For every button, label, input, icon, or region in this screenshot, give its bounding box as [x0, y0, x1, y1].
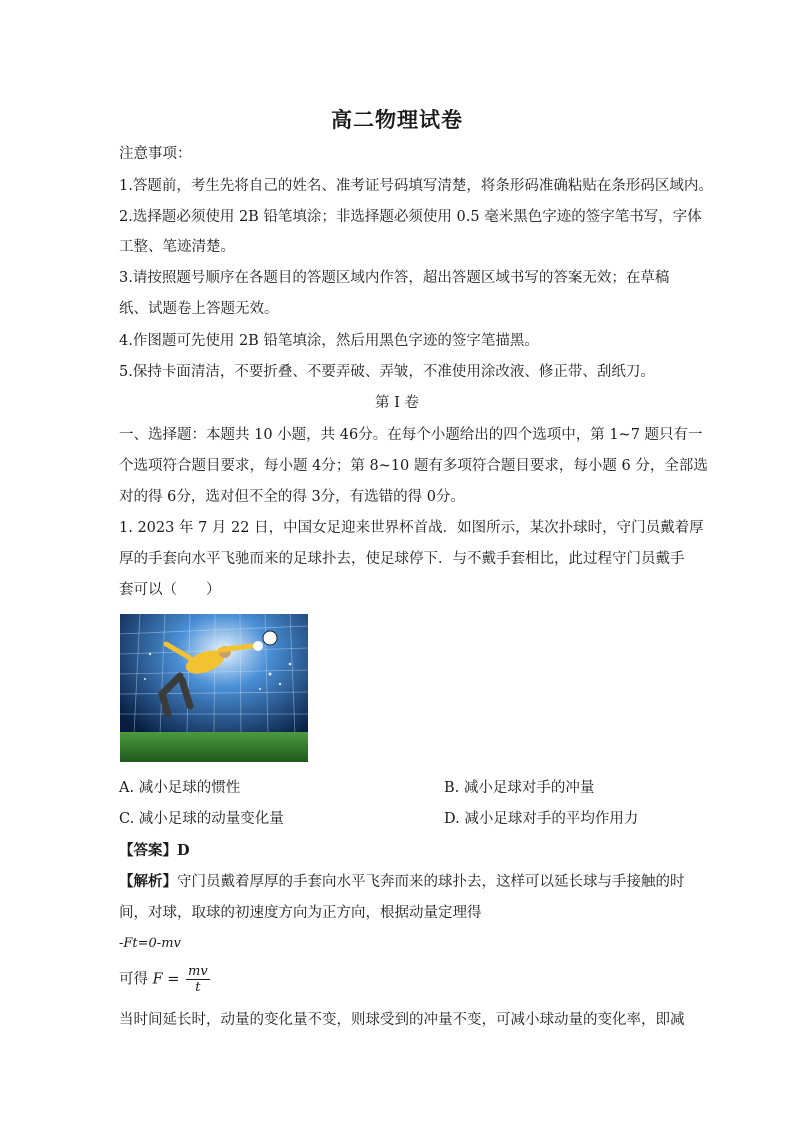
question-1-line-3: 套可以（ ）	[119, 582, 221, 598]
goalkeeper-photo	[120, 614, 308, 762]
answer-line: 【答案】D	[119, 842, 190, 859]
formula-fraction	[186, 964, 210, 995]
notice-item-3: 3.请按照题号顺序在各题目的答题区域内作答，超出答题区域书写的答案无效；在草稿	[119, 270, 670, 286]
analysis-last-line: 当时间延长时，动量的变化量不变，则球受到的冲量不变，可减小球动量的变化率，即减	[119, 1012, 685, 1028]
exam-title: 高二物理试卷	[331, 107, 463, 132]
analysis-tag: 【解析】	[119, 873, 177, 890]
notice-item-3-cont: 纸、试题卷上答题无效。	[119, 301, 279, 317]
option-a: A. 减小足球的惯性	[119, 780, 241, 796]
option-b: B. 减小足球对手的冲量	[444, 780, 595, 796]
volume-heading: 第 I 卷	[375, 395, 419, 411]
notice-item-2-cont: 工整、笔迹清楚。	[119, 239, 235, 255]
formula-denominator: t	[195, 980, 201, 995]
section-line-3: 对的得 6分，选对但不全的得 3分，有选错的得 0分。	[119, 489, 466, 505]
analysis-line-2: 间，对球，取球的初速度方向为正方向，根据动量定理得	[119, 905, 482, 921]
notice-item-2: 2.选择题必须使用 2B 铅笔填涂；非选择题必须使用 0.5 毫米黑色字迹的签字笔书写，字体	[119, 209, 702, 225]
question-1-line-1: 1. 2023 年 7 月 22 日，中国女足迎来世界杯首战．如图所示，某次扑球时，守门员戴着厚	[119, 520, 704, 536]
analysis-text-1: 守门员戴着厚厚的手套向水平飞奔而来的球扑去，这样可以延长球与手接触的时	[177, 874, 685, 890]
notice-item-1: 1.答题前，考生先将自己的姓名、准考证号码填写清楚，将条形码准确粘贴在条形码区域内。	[119, 178, 713, 194]
section-line-2: 个选项符合题目要求，每小题 4分；第 8~10 题有多项符合题目要求，每小题 6 分，全部选	[119, 458, 708, 474]
formula-prefix: 可得	[119, 971, 148, 988]
question-1-line-2: 厚的手套向水平飞驰而来的足球扑去，使足球停下．与不戴手套相比，此过程守门员戴手	[119, 551, 685, 567]
formula-momentum: -Ft=0-mv	[119, 936, 181, 951]
notice-heading: 注意事项：	[119, 146, 192, 162]
analysis-line-1	[119, 872, 685, 892]
notice-item-5: 5.保持卡面清洁，不要折叠、不要弄破、弄皱，不准使用涂改液、修正带、刮纸刀。	[119, 364, 655, 380]
option-c: C. 减小足球的动量变化量	[119, 811, 284, 827]
option-d: D. 减小足球对手的平均作用力	[444, 811, 639, 827]
notice-item-4: 4.作图题可先使用 2B 铅笔填涂，然后用黑色字迹的签字笔描黑。	[119, 333, 539, 349]
formula-force-line	[119, 964, 210, 995]
formula-lhs: F =	[152, 971, 180, 988]
formula-numerator: mv	[188, 964, 208, 979]
section-line-1: 一、选择题：本题共 10 小题，共 46分。在每个小题给出的四个选项中，第 1~7 题只有一	[119, 427, 703, 443]
